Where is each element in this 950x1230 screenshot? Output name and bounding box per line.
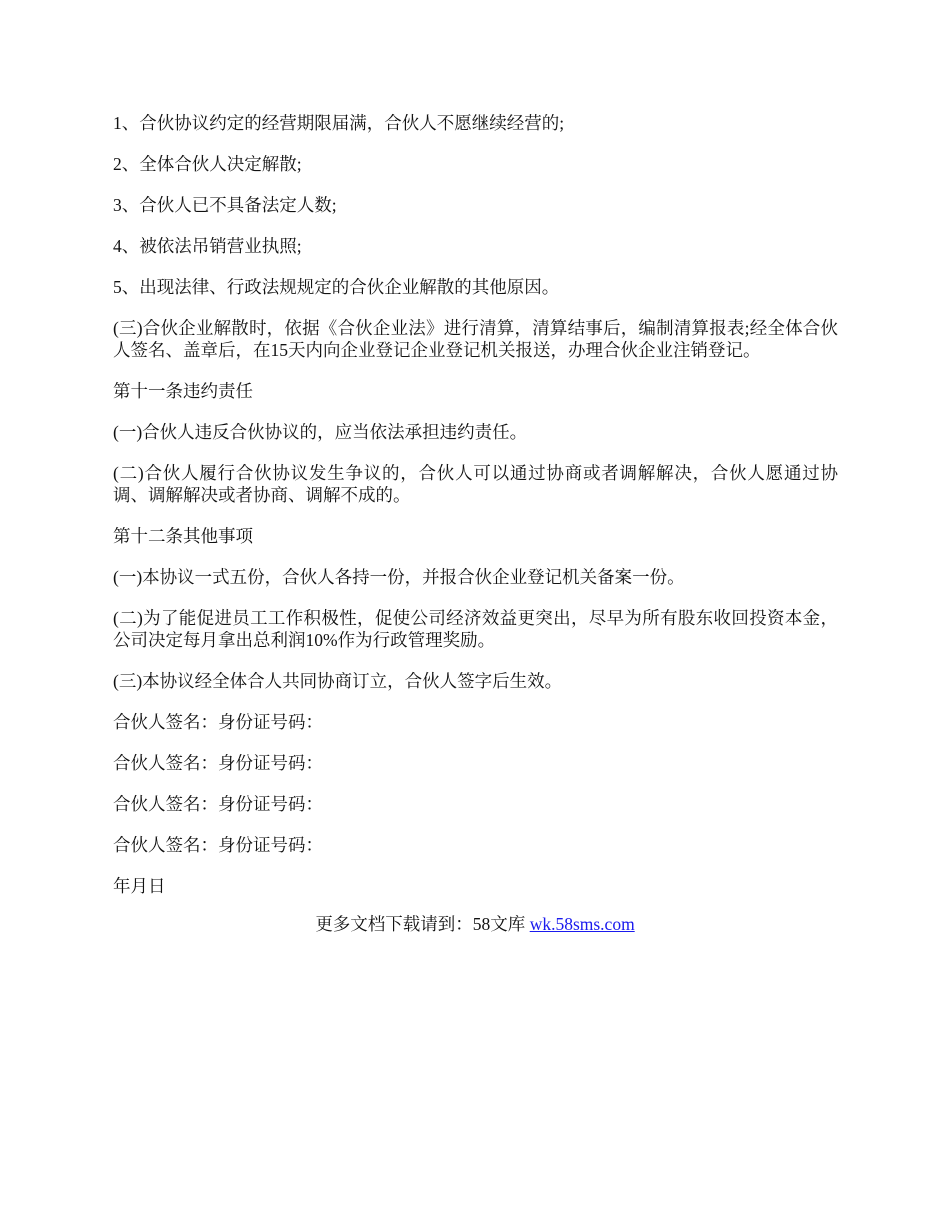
signature-line: 合伙人签名：身份证号码： [113, 835, 323, 855]
paragraph-other-3: (三)本协议经全体合人共同协商订立，合伙人签字后生效。 [113, 671, 563, 691]
paragraph-clause-3: 3、合伙人已不具备法定人数; [113, 195, 337, 215]
document-body [113, 112, 838, 916]
paragraph-clause-5: 5、出现法律、行政法规规定的合伙企业解散的其他原因。 [113, 277, 560, 297]
signature-line: 合伙人签名：身份证号码： [113, 753, 323, 773]
download-footer [0, 913, 950, 935]
article-11-heading: 第十一条违约责任 [113, 381, 253, 401]
date-line: 年月日 [113, 876, 166, 896]
paragraph-clause-2: 2、全体合伙人决定解散; [113, 154, 302, 174]
paragraph-other-2: (二)为了能促进员工工作积极性，促使公司经济效益更突出，尽早为所有股东收回投资本金，公司决定每月拿出总利润10%作为行政管理奖励。 [113, 608, 838, 650]
paragraph-clause-4: 4、被依法吊销营业执照; [113, 236, 302, 256]
paragraph-liquidation: (三)合伙企业解散时，依据《合伙企业法》进行清算，清算结事后，编制清算报表;经全体合伙人签名、盖章后，在15天内向企业登记企业登记机关报送，办理合伙企业注销登记。 [113, 318, 838, 360]
paragraph-clause-1: 1、合伙协议约定的经营期限届满，合伙人不愿继续经营的; [113, 113, 565, 133]
signature-line: 合伙人签名：身份证号码： [113, 712, 323, 732]
signature-line: 合伙人签名：身份证号码： [113, 794, 323, 814]
paragraph-breach-2: (二)合伙人履行合伙协议发生争议的，合伙人可以通过协商或者调解解决，合伙人愿通过协调、调解解决或者协商、调解不成的。 [113, 463, 838, 505]
footer-prefix: 更多文档下载请到：58文库 [315, 914, 530, 934]
paragraph-breach-1: (一)合伙人违反合伙协议的，应当依法承担违约责任。 [113, 422, 528, 442]
article-12-heading: 第十二条其他事项 [113, 526, 253, 546]
paragraph-other-1: (一)本协议一式五份，合伙人各持一份，并报合伙企业登记机关备案一份。 [113, 567, 685, 587]
footer-link[interactable]: wk.58sms.com [529, 914, 635, 934]
